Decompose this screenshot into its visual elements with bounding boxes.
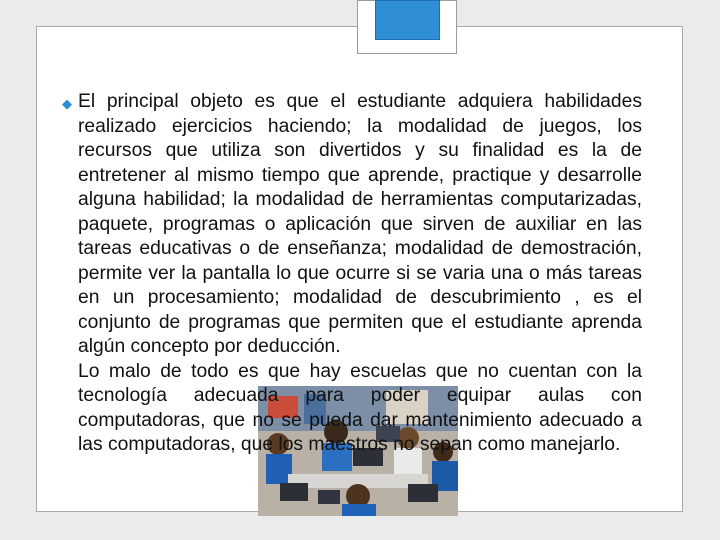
paragraph-2: Lo malo de todo es que hay escuelas que no cuentan con la tecnología adecuada para poder equipar aulas con computadoras, que no se pueda dar mantenimiento adecuado a las computadoras, que los maestros no sepan como manejarlo. <box>78 360 642 455</box>
body-text <box>78 90 642 458</box>
decorative-blue-tab <box>375 0 440 40</box>
paragraph-1: El principal objeto es que el estudiante adquiera habilidades realizado ejercicios haciendo; la modalidad de juegos, los recursos que utiliza son divertidos y su finalidad es la de entretener al mismo tiempo que aprende, practique y desarrolle alguna habilidad; la modalidad de herramientas computarizadas, paquete, programas o aplicación que sirven de auxiliar en las tareas educativas o de enseñanza; modalidad de demostración, permite ver la pantalla lo que ocurre si se varia una o más tareas en un procesamiento; modalidad de descubrimiento , es el conjunto de programas que permiten que el estudiante aprenda algún concepto por deducción. <box>78 91 642 357</box>
diamond-bullet-icon: ◆ <box>62 96 72 111</box>
